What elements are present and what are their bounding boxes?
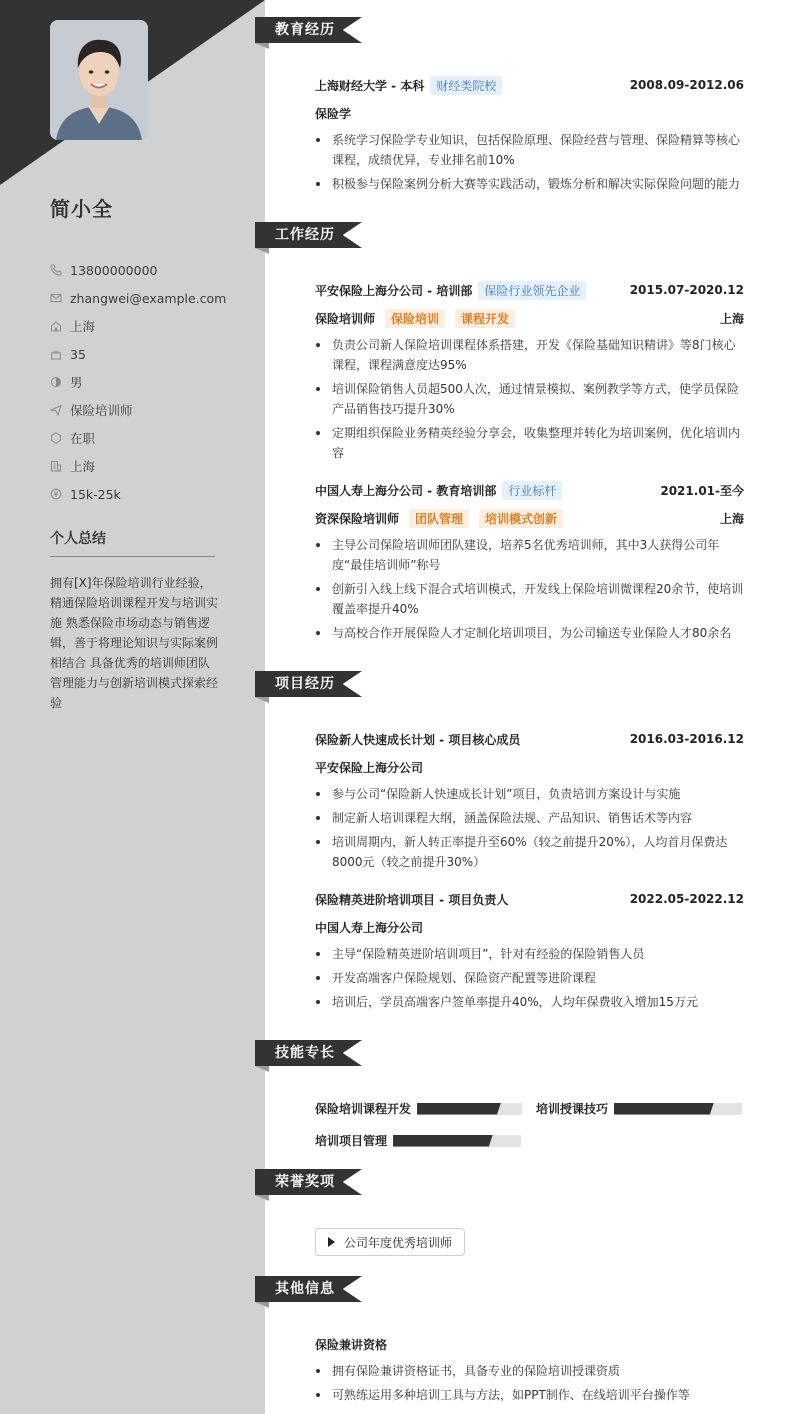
skill-item — [536, 1100, 742, 1117]
contact-status-text: 在职 — [70, 431, 96, 446]
contact-salary-text: 15k-25k — [70, 486, 121, 502]
project-org: 平安保险上海分公司 — [315, 760, 424, 775]
sidebar — [0, 0, 265, 1414]
section-honors-title: 荣誉奖项 — [275, 1174, 335, 1190]
contact-status — [50, 424, 250, 452]
education-entry — [315, 74, 744, 198]
contact-salary — [50, 480, 250, 508]
avatar — [50, 20, 148, 140]
skill-bar-fill — [417, 1103, 501, 1115]
contact-list — [50, 256, 250, 508]
summary-title: 个人总结 — [50, 528, 215, 557]
skill-bar-fill — [614, 1103, 714, 1115]
work-company-tag: 保险行业领先企业 — [478, 281, 586, 300]
contact-email — [50, 284, 250, 312]
contact-target-city-text: 上海 — [70, 459, 96, 474]
list-item: 与高校合作开展保险人才定制化培训项目，为公司输送专业保险人才80余名 — [315, 623, 744, 643]
list-item: 可熟练运用多种培训工具与方法，如PPT制作、在线培训平台操作等 — [315, 1385, 744, 1405]
contact-phone — [50, 256, 250, 284]
phone-icon — [50, 264, 62, 276]
award-text: 公司年度优秀培训师 — [344, 1235, 453, 1250]
contact-email-text: zhangwei@example.com — [70, 290, 227, 306]
skill-bar — [614, 1103, 742, 1115]
list-item: 主导“保险精英进阶培训项目”，针对有经验的保险销售人员 — [315, 944, 744, 964]
section-education-title: 教育经历 — [275, 22, 335, 38]
skill-item — [315, 1100, 522, 1117]
skill-item — [315, 1132, 521, 1149]
education-major: 保险学 — [315, 106, 352, 121]
list-item: 系统学习保险学专业知识，包括保险原理、保险经营与管理、保险精算等核心课程，成绩优异，专业排名前10% — [315, 130, 744, 170]
project-title: 保险新人快速成长计划 - 项目核心成员 — [315, 732, 521, 747]
education-tag: 财经类院校 — [430, 76, 502, 95]
skill-bar-fill — [393, 1135, 493, 1147]
project-title: 保险精英进阶培训项目 - 项目负责人 — [315, 892, 509, 907]
contact-position-text: 保险培训师 — [70, 403, 133, 418]
skill-name: 培训项目管理 — [315, 1134, 388, 1148]
contact-gender — [50, 368, 250, 396]
list-item: 开发高端客户保险规划、保险资产配置等进阶课程 — [315, 968, 744, 988]
gender-icon — [50, 376, 62, 388]
project-entry-2 — [315, 888, 744, 1016]
project-bullets — [315, 944, 744, 1012]
list-item: 创新引入线上线下混合式培训模式，开发线上保险培训微课程20余节，使培训覆盖率提升40% — [315, 579, 744, 619]
contact-position — [50, 396, 250, 424]
work-company-tag: 行业标杆 — [502, 481, 562, 500]
skill-bar — [417, 1103, 522, 1115]
play-triangle-icon — [328, 1237, 335, 1247]
skill-name: 培训授课技巧 — [536, 1102, 609, 1116]
contact-location-text: 上海 — [70, 319, 96, 334]
work-role-tag: 课程开发 — [455, 309, 515, 328]
age-icon — [50, 348, 62, 360]
contact-phone-text: 13800000000 — [70, 262, 158, 278]
work-company: 中国人寿上海分公司 - 教育培训部 — [315, 483, 497, 498]
list-item: 培训保险销售人员超500人次，通过情景模拟、案例教学等方式，使学员保险产品销售技巧提升30% — [315, 379, 744, 419]
education-date: 2008.09-2012.06 — [629, 78, 744, 92]
work-role: 资深保险培训师 — [315, 511, 400, 526]
contact-gender-text: 男 — [70, 375, 83, 390]
education-bullets — [315, 130, 744, 194]
section-projects-title: 项目经历 — [275, 676, 335, 692]
work-role-tag: 培训模式创新 — [479, 509, 563, 528]
work-city: 上海 — [719, 511, 744, 526]
work-city: 上海 — [719, 311, 744, 326]
other-title: 保险兼讲资格 — [315, 1337, 388, 1352]
contact-age-text: 35 — [70, 346, 86, 362]
section-skills-title: 技能专长 — [275, 1045, 335, 1061]
work-entry-2 — [315, 479, 744, 647]
work-role-tag: 团队管理 — [409, 509, 469, 528]
list-item: 积极参与保险案例分析大赛等实践活动，锻炼分析和解决实际保险问题的能力 — [315, 174, 744, 194]
list-item: 培训后，学员高端客户签单率提升40%，人均年保费收入增加15万元 — [315, 992, 744, 1012]
avatar-portrait — [50, 20, 148, 140]
list-item: 参与公司“保险新人快速成长计划”项目，负责培训方案设计与实施 — [315, 784, 744, 804]
status-icon — [50, 432, 62, 444]
salary-icon — [50, 488, 62, 500]
work-role: 保险培训师 — [315, 311, 376, 326]
skill-bar — [393, 1135, 521, 1147]
project-date: 2022.05-2022.12 — [629, 892, 744, 906]
list-item: 培训周期内，新人转正率提升至60%（较之前提升20%），人均首月保费达8000元（较之前提升30%） — [315, 832, 744, 872]
list-item: 拥有保险兼讲资格证书，具备专业的保险培训授课资质 — [315, 1361, 744, 1381]
candidate-name: 简小全 — [50, 197, 113, 221]
list-item: 负责公司新人保险培训课程体系搭建，开发《保险基础知识精讲》等8门核心课程，课程满意度达95% — [315, 335, 744, 375]
contact-target-city — [50, 452, 250, 480]
list-item: 制定新人培训课程大纲，涵盖保险法规、产品知识、销售话术等内容 — [315, 808, 744, 828]
work-date: 2015.07-2020.12 — [629, 283, 744, 297]
work-date: 2021.01-至今 — [660, 483, 744, 498]
list-item: 主导公司保险培训师团队建设，培养5名优秀培训师，其中3人获得公司年度“最佳培训师”称号 — [315, 535, 744, 575]
section-other-title: 其他信息 — [275, 1281, 335, 1297]
home-icon — [50, 320, 62, 332]
project-date: 2016.03-2016.12 — [629, 732, 744, 746]
other-bullets — [315, 1361, 744, 1405]
contact-age — [50, 340, 250, 368]
work-company: 平安保险上海分公司 - 培训部 — [315, 283, 473, 298]
education-school: 上海财经大学 - 本科 — [315, 78, 425, 93]
work-bullets — [315, 535, 744, 643]
project-org: 中国人寿上海分公司 — [315, 920, 424, 935]
project-entry-1 — [315, 728, 744, 876]
award-badge — [315, 1228, 465, 1256]
summary-text: 拥有[X]年保险培训行业经验，精通保险培训课程开发与培训实施 熟悉保险市场动态与销售逻辑，善于将理论知识与实际案例相结合 具备优秀的培训师团队管理能力与创新培训模式探索经验 — [50, 576, 219, 710]
skill-name: 保险培训课程开发 — [315, 1102, 412, 1116]
contact-location — [50, 312, 250, 340]
work-entry-1 — [315, 279, 744, 467]
work-bullets — [315, 335, 744, 463]
list-item: 定期组织保险业务精英经验分享会，收集整理并转化为培训案例，优化培训内容 — [315, 423, 744, 463]
send-icon — [50, 404, 62, 416]
mail-icon — [50, 292, 62, 304]
work-role-tag: 保险培训 — [385, 309, 445, 328]
section-work-title: 工作经历 — [275, 227, 335, 243]
building-icon — [50, 460, 62, 472]
project-bullets — [315, 784, 744, 872]
other-entry — [315, 1333, 744, 1409]
